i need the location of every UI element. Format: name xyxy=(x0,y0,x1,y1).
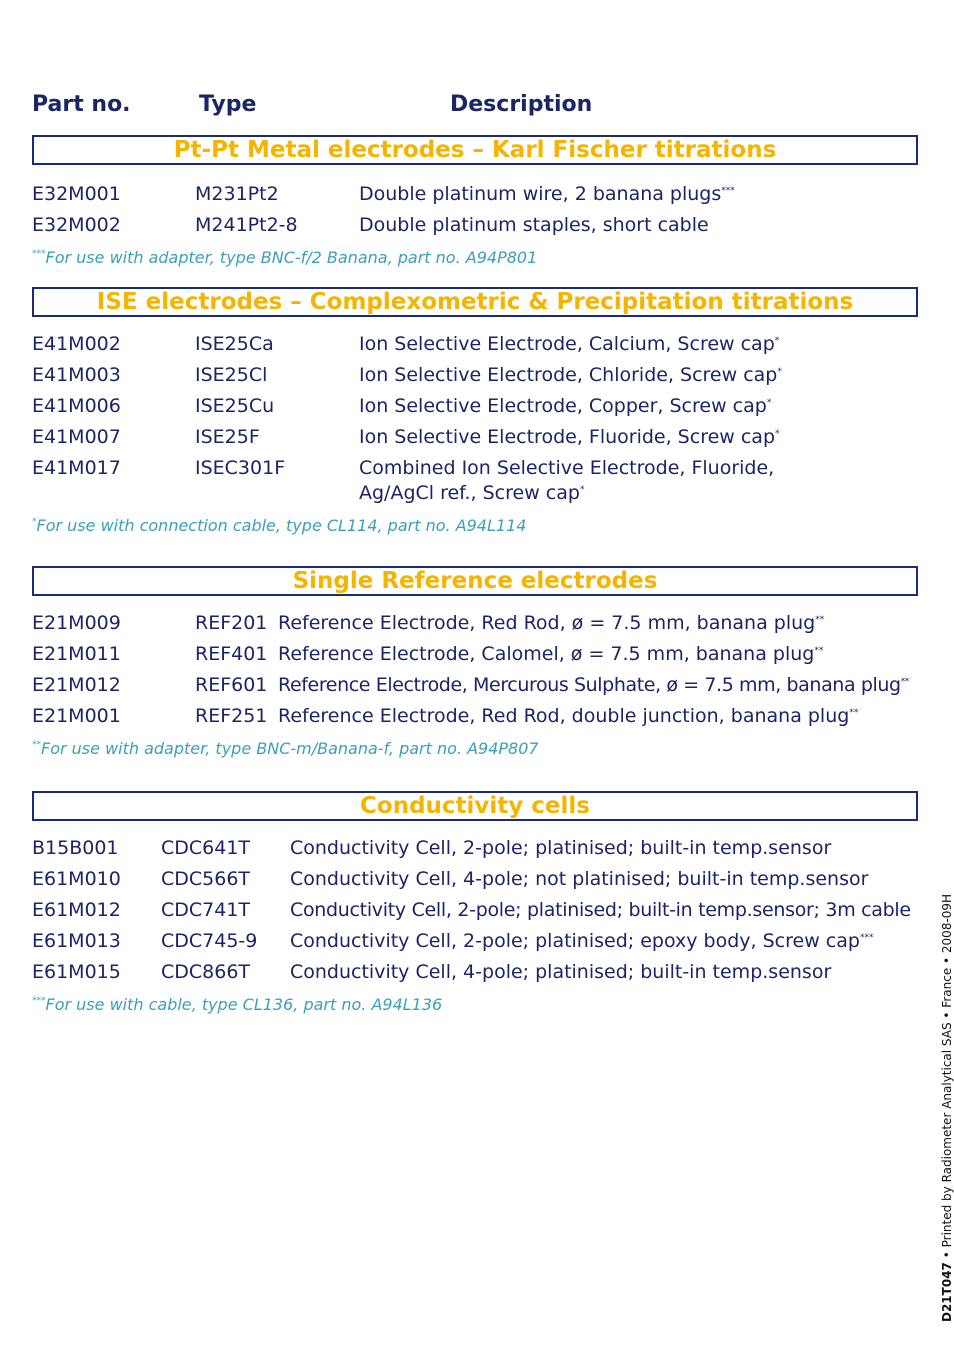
type-code: CDC641T xyxy=(161,837,251,859)
part-number: E32M001 xyxy=(32,183,121,205)
description: Conductivity Cell, 2-pole; platinised; epoxy body, Screw cap xyxy=(290,930,860,952)
header-part-no: Part no. xyxy=(32,92,131,117)
part-number: E61M012 xyxy=(32,899,121,921)
footnote: ***For use with adapter, type BNC-f/2 Banana, part no. A94P801 xyxy=(32,248,538,267)
type-code: M241Pt2-8 xyxy=(195,214,298,236)
part-number: E32M002 xyxy=(32,214,121,236)
part-number: E21M011 xyxy=(32,643,121,665)
part-number: E21M009 xyxy=(32,612,121,634)
part-number: E41M007 xyxy=(32,426,121,448)
type-code: CDC741T xyxy=(161,899,251,921)
section-title-conductivity: Conductivity cells xyxy=(32,791,918,821)
description: Ion Selective Electrode, Chloride, Screw cap xyxy=(359,364,778,386)
description: Conductivity Cell, 2-pole; platinised; built-in temp.sensor xyxy=(290,837,832,859)
description-line-2: Ag/AgCl ref., Screw cap xyxy=(359,482,580,504)
footnote: ***For use with cable, type CL136, part no. A94L136 xyxy=(32,995,443,1014)
footnote-mark: * xyxy=(775,429,780,439)
type-code: ISE25F xyxy=(195,426,260,448)
type-code: ISE25Cl xyxy=(195,364,268,386)
description: Reference Electrode, Red Rod, ø = 7.5 mm, banana plug xyxy=(278,612,816,634)
footnote-mark: *** xyxy=(721,186,735,196)
type-code: CDC745-9 xyxy=(161,930,258,952)
footnote: *For use with connection cable, type CL114, part no. A94L114 xyxy=(32,516,527,535)
header-description: Description xyxy=(450,92,593,117)
type-code: CDC566T xyxy=(161,868,251,890)
footnote: **For use with adapter, type BNC-m/Banana-f, part no. A94P807 xyxy=(32,739,539,758)
part-number: B15B001 xyxy=(32,837,119,859)
description: Conductivity Cell, 2-pole; platinised; built-in temp.sensor; 3m cable xyxy=(290,899,911,921)
section-title-ise: ISE electrodes – Complexometric & Precipitation titrations xyxy=(32,287,918,317)
footnote-mark: ** xyxy=(900,677,909,687)
type-code: REF251 xyxy=(195,705,268,727)
footnote-mark: ** xyxy=(849,708,859,718)
description: Conductivity Cell, 4-pole; platinised; built-in temp.sensor xyxy=(290,961,832,983)
part-number: E41M003 xyxy=(32,364,121,386)
part-number: E41M002 xyxy=(32,333,121,355)
part-number: E41M006 xyxy=(32,395,121,417)
type-code: REF201 xyxy=(195,612,268,634)
footnote-mark: * xyxy=(766,398,772,408)
description: Ion Selective Electrode, Fluoride, Screw cap xyxy=(359,426,776,448)
footnote-mark: *** xyxy=(859,933,874,943)
footnote-mark: * xyxy=(774,336,780,346)
description: Double platinum wire, 2 banana plugs xyxy=(359,183,722,205)
description: Conductivity Cell, 4-pole; not platinised; built-in temp.sensor xyxy=(290,868,869,890)
footnote-mark: * xyxy=(579,485,585,495)
part-number: E21M012 xyxy=(32,674,121,696)
print-imprint: D21T047 • Printed by Radiometer Analytical SAS • France • 2008-09H xyxy=(940,893,954,1322)
description: Reference Electrode, Mercurous Sulphate, ø = 7.5 mm, banana plug xyxy=(278,674,901,696)
part-number: E21M001 xyxy=(32,705,121,727)
type-code: REF401 xyxy=(195,643,268,665)
description: Combined Ion Selective Electrode, Fluoride, xyxy=(359,457,775,479)
footnote-mark: * xyxy=(777,367,782,377)
part-number: E41M017 xyxy=(32,457,121,479)
section-title-reference: Single Reference electrodes xyxy=(32,566,918,596)
part-number: E61M013 xyxy=(32,930,121,952)
type-code: CDC866T xyxy=(161,961,251,983)
footnote-mark: ** xyxy=(815,615,825,625)
section-title-pt-pt: Pt-Pt Metal electrodes – Karl Fischer titrations xyxy=(32,135,918,165)
footnote-mark: ** xyxy=(814,646,824,656)
description: Ion Selective Electrode, Copper, Screw cap xyxy=(359,395,767,417)
type-code: M231Pt2 xyxy=(195,183,279,205)
description: Reference Electrode, Calomel, ø = 7.5 mm, banana plug xyxy=(278,643,815,665)
type-code: REF601 xyxy=(195,674,268,696)
description: Ion Selective Electrode, Calcium, Screw cap xyxy=(359,333,775,355)
type-code: ISE25Cu xyxy=(195,395,275,417)
header-type: Type xyxy=(199,92,257,117)
description: Double platinum staples, short cable xyxy=(359,214,709,236)
part-number: E61M015 xyxy=(32,961,121,983)
type-code: ISEC301F xyxy=(195,457,286,479)
part-number: E61M010 xyxy=(32,868,121,890)
type-code: ISE25Ca xyxy=(195,333,274,355)
description: Reference Electrode, Red Rod, double junction, banana plug xyxy=(278,705,850,727)
